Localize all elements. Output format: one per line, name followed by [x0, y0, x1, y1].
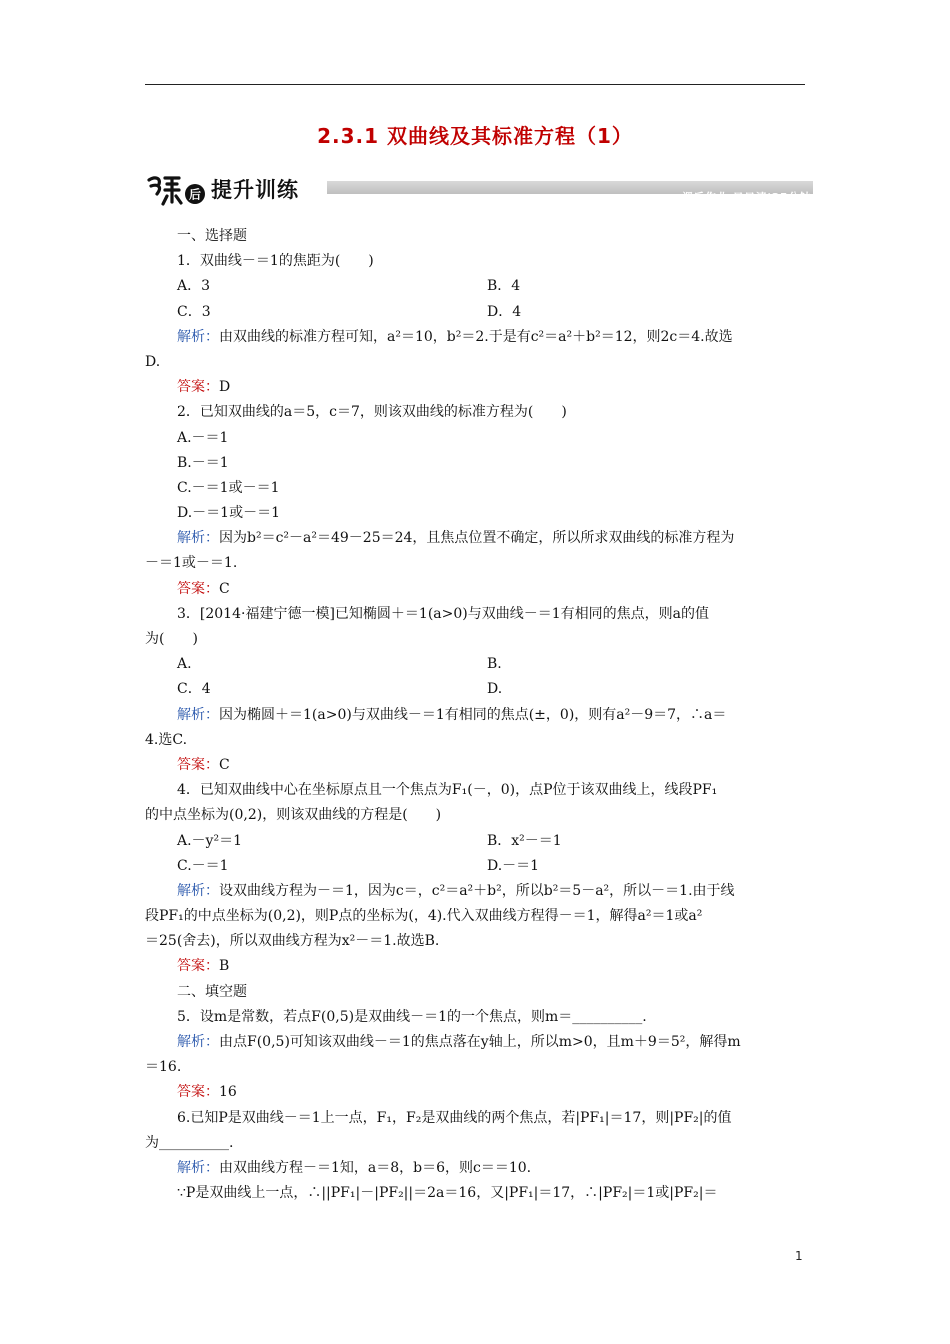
option-row	[145, 677, 807, 702]
text-line: 的中点坐标为(0,2)，则该双曲线的方程是( )	[145, 807, 442, 824]
analysis-line	[145, 879, 807, 904]
line-text: 由点F(0,5)可知该双曲线－＝1的焦点落在y轴上，所以m>0，且m＋9＝5²，解得m	[219, 1034, 741, 1050]
analysis-line	[145, 703, 807, 728]
text-line: ∵P是双曲线上一点，∴||PF₁|－|PF₂||＝2a＝16，又|PF₁|＝17，∴|PF₂|＝1或|PF₂|＝	[177, 1185, 718, 1202]
text-line: 6.已知P是双曲线－＝1上一点，F₁，F₂是双曲线的两个焦点，若|PF₁|＝17，则|PF₂|的值	[177, 1109, 732, 1126]
option-right: B．4	[487, 278, 521, 295]
option-row	[145, 829, 807, 854]
answer-line	[145, 1080, 807, 1105]
answer-line	[145, 375, 807, 400]
option-left: C.－＝1	[177, 857, 229, 874]
answer-label: 答案：	[177, 580, 219, 597]
analysis-label: 解析：	[177, 706, 219, 723]
line-text: D	[219, 379, 231, 396]
answer-label: 答案：	[177, 379, 219, 396]
analysis-line	[145, 325, 807, 350]
text-line: 2．已知双曲线的a＝5，c＝7，则该双曲线的标准方程为( )	[177, 404, 567, 421]
analysis-label: 解析：	[177, 328, 219, 345]
banner-subtitle: 课后作业·日日清|35分钟	[681, 191, 811, 204]
option-left: A.－y²＝1	[177, 832, 242, 849]
option-right: D．4	[487, 303, 522, 320]
text-line: 为( )	[145, 631, 198, 647]
text-line: 4.选C.	[145, 731, 188, 748]
analysis-label: 解析：	[177, 530, 219, 547]
line-text: 因为椭圆＋＝1(a>0)与双曲线－＝1有相同的焦点(±，0)，则有a²－9＝7，∴a＝	[219, 706, 727, 723]
option-row	[145, 274, 807, 299]
analysis-line	[145, 1030, 807, 1055]
page-number: 1	[795, 1249, 803, 1263]
text-line: ＝25(舍去)，所以双曲线方程为x²－＝1.故选B.	[145, 933, 440, 950]
text-line: ＝16.	[145, 1059, 182, 1076]
section-banner	[145, 172, 813, 206]
line-text: 由双曲线的标准方程可知，a²＝10，b²＝2.于是有c²＝a²＋b²＝12，则2c＝4.故选	[219, 328, 733, 345]
line-text: B	[219, 958, 230, 975]
answer-line	[145, 577, 807, 602]
answer-label: 答案：	[177, 958, 219, 975]
analysis-label: 解析：	[177, 1159, 219, 1176]
option-row	[145, 854, 807, 879]
text-line: 段PF₁的中点坐标为(0,2)，则P点的坐标为(，4).代入双曲线方程得－＝1，解得a²＝1或a²	[145, 908, 703, 925]
text-line: 1．双曲线－＝1的焦距为( )	[177, 253, 374, 270]
answer-line	[145, 954, 807, 979]
line-text: C	[219, 580, 230, 597]
text-line: D.	[145, 353, 161, 370]
option-left: A.	[177, 656, 192, 673]
text-line: 5．设m是常数，若点F(0,5)是双曲线－＝1的一个焦点，则m＝__________.	[177, 1008, 647, 1025]
option-row	[145, 652, 807, 677]
line-text: C	[219, 756, 230, 773]
text-line: B.－＝1	[177, 454, 229, 471]
option-left: A．3	[177, 278, 211, 295]
option-right: D.	[487, 681, 503, 698]
answer-line	[145, 753, 807, 778]
text-line: 二、填空题	[177, 983, 247, 1000]
option-left: C．4	[177, 681, 211, 698]
text-line: C.－＝1或－＝1	[177, 479, 280, 496]
analysis-line	[145, 526, 807, 551]
banner-bar	[327, 181, 813, 204]
line-text: 因为b²＝c²－a²＝49－25＝24，且焦点位置不确定，所以所求双曲线的标准方程为	[219, 530, 735, 547]
answer-label: 答案：	[177, 1084, 219, 1101]
line-text: 由双曲线方程－＝1知，a＝8，b＝6，则c＝＝10.	[219, 1159, 532, 1176]
text-line: －＝1或－＝1.	[145, 555, 238, 572]
text-line: 为__________.	[145, 1134, 234, 1151]
text-line: 一、选择题	[177, 228, 247, 244]
option-left: C．3	[177, 303, 211, 320]
analysis-line	[145, 1156, 807, 1181]
text-line: D.－＝1或－＝1	[177, 505, 280, 522]
option-right: B．x²－＝1	[487, 832, 562, 849]
line-text: 设双曲线方程为－＝1，因为c＝，c²＝a²＋b²，所以b²＝5－a²，所以－＝1.由于线	[219, 882, 735, 899]
analysis-label: 解析：	[177, 1034, 219, 1050]
document-body	[145, 224, 807, 1206]
analysis-label: 解析：	[177, 882, 219, 899]
option-right: D.－＝1	[487, 857, 540, 874]
header-rule	[145, 84, 805, 85]
text-line: A.－＝1	[177, 429, 229, 446]
text-line: 3．[2014·福建宁德一模]已知椭圆＋＝1(a>0)与双曲线－＝1有相同的焦点，则a的值	[177, 605, 709, 622]
option-row	[145, 300, 807, 325]
page-title: 2.3.1 双曲线及其标准方程（1）	[317, 124, 633, 148]
answer-label: 答案：	[177, 756, 219, 773]
banner-title: 提升训练	[211, 178, 299, 202]
text-line: 4．已知双曲线中心在坐标原点且一个焦点为F₁(－，0)，点P位于该双曲线上，线段PF₁	[177, 782, 718, 799]
svg-text:后: 后	[188, 187, 202, 202]
option-right: B.	[487, 656, 502, 673]
line-text: 16	[219, 1084, 237, 1101]
